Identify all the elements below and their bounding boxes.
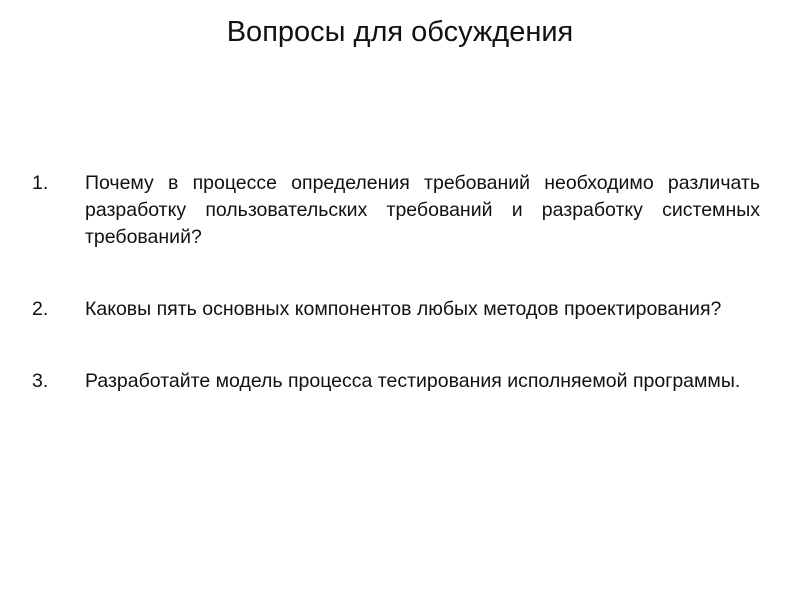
question-item-1 [32,170,760,251]
question-number: 1. [32,172,49,194]
question-number: 2. [32,298,49,320]
question-number: 3. [32,370,49,392]
question-text: Почему в процессе определения требований необходимо различать разработку пользовательских требований и разработку системных требований? [85,172,760,248]
slide-title: Вопросы для обсуждения [226,16,574,48]
question-text: Каковы пять основных компонентов любых методов проектирования? [85,298,722,320]
question-list [32,170,760,395]
question-item-2 [32,296,760,323]
question-item-3 [32,368,760,395]
question-text: Разработайте модель процесса тестирования исполняемой программы. [85,370,741,392]
